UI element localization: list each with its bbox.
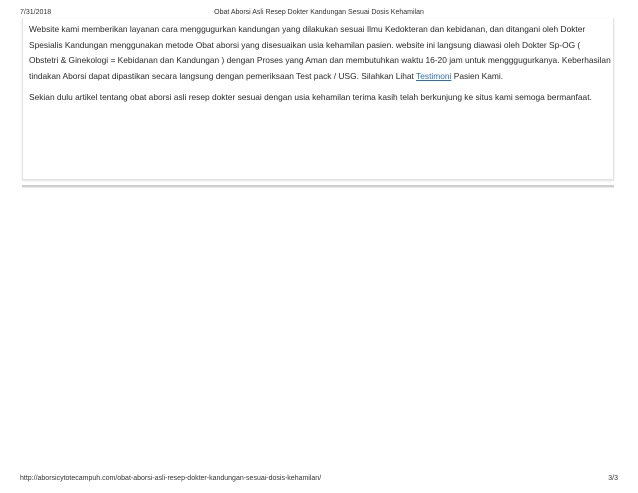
paragraph-1-text: Website kami memberikan layanan cara menggugurkan kandungan yang dilakukan sesuai Ilmu Kedokteran dan kebidanan, dan ditangani oleh Dokter Spesialis Kandungan menggunakan metode Obat aborsi yang disesuaikan usia kehamilan pasien. website ini langsung diawasi oleh Dokter Sp-OG ( Obstetri & Ginekologi = Kebidanan dan Kandungan ) dengan Proses yang Aman dan membutuhkan waktu 16-20 jam untuk mengggugurkanya. Keberhasilan tindakan Aborsi dapat dipastikan secara langsung dengan pemeriksaan Test pack / USG. Silahkan Lihat	[29, 24, 611, 81]
testimoni-link[interactable]: Testimoni	[416, 70, 452, 81]
section-divider	[22, 185, 614, 188]
print-page-number: 3/3	[608, 475, 618, 482]
article-paragraph-2: Sekian dulu artikel tentang obat aborsi asli resep dokter sesuai dengan usia kehamilan terima kasih telah berkunjung ke situs kami semoga bermanfaat.	[29, 92, 592, 103]
print-page-title: Obat Aborsi Asli Resep Dokter Kandungan Sesuai Dosis Kehamilan	[214, 9, 424, 16]
article-paragraph-1	[29, 22, 611, 84]
paragraph-1-tail: Pasien Kami.	[451, 70, 504, 81]
print-date: 7/31/2018	[20, 9, 52, 16]
print-footer	[20, 475, 618, 485]
article-body	[29, 22, 611, 112]
article-card	[22, 18, 614, 180]
print-url: http://aborsicytotecampuh.com/obat-aborsi-asli-resep-dokter-kandungan-sesuai-dosis-kehamilan/	[20, 475, 322, 482]
